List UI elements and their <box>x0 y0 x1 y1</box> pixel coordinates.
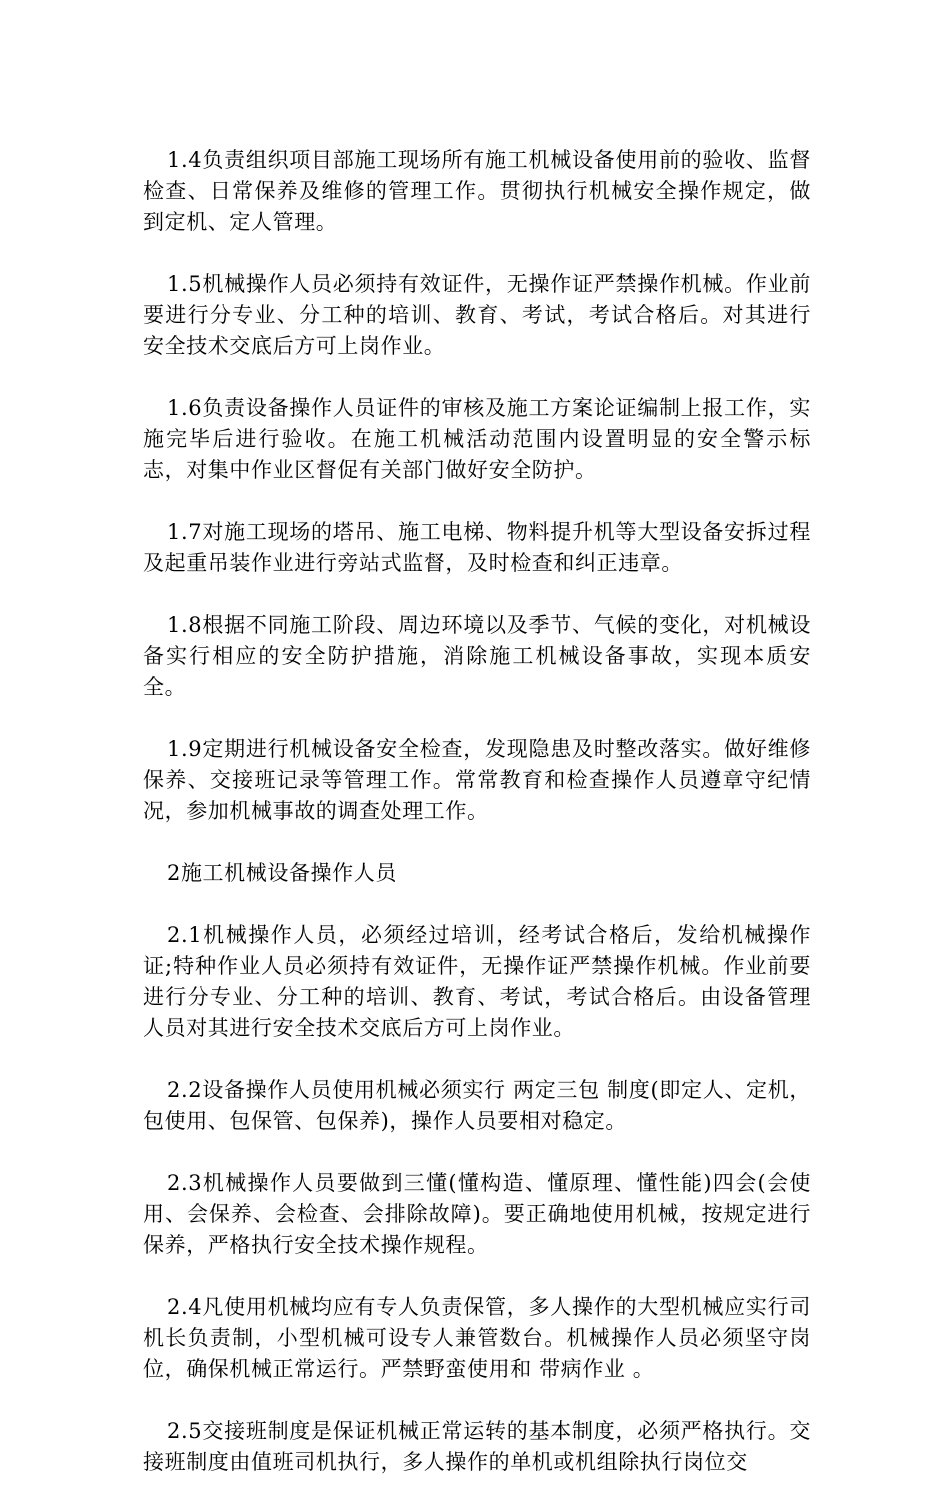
paragraph-1-9: 1.9定期进行机械设备安全检查，发现隐患及时整改落实。做好维修保养、交接班记录等管理工作。常常教育和检查操作人员遵章守纪情况，参加机械事故的调查处理工作。 <box>143 737 811 823</box>
paragraph-1-4: 1.4负责组织项目部施工现场所有施工机械设备使用前的验收、监督检查、日常保养及维修的管理工作。贯彻执行机械安全操作规定，做到定机、定人管理。 <box>143 148 811 234</box>
paragraph-1-7: 1.7对施工现场的塔吊、施工电梯、物料提升机等大型设备安拆过程及起重吊装作业进行旁站式监督，及时检查和纠正违章。 <box>143 520 811 575</box>
document-body <box>143 145 811 1509</box>
paragraph-1-8: 1.8根据不同施工阶段、周边环境以及季节、气候的变化，对机械设备实行相应的安全防护措施，消除施工机械设备事故，实现本质安全。 <box>143 613 811 699</box>
paragraph-2-4: 2.4凡使用机械均应有专人负责保管，多人操作的大型机械应实行司机长负责制，小型机械可设专人兼管数台。机械操作人员必须坚守岗位，确保机械正常运行。严禁野蛮使用和 带病作业 。 <box>143 1295 811 1381</box>
paragraph-2-5: 2.5交接班制度是保证机械正常运转的基本制度，必须严格执行。交接班制度由值班司机执行，多人操作的单机或机组除执行岗位交 <box>143 1419 811 1474</box>
paragraph-2-1: 2.1机械操作人员，必须经过培训，经考试合格后，发给机械操作证;特种作业人员必须持有效证件，无操作证严禁操作机械。作业前要进行分专业、分工种的培训、教育、考试，考试合格后。由设备管理人员对其进行安全技术交底后方可上岗作业。 <box>143 923 811 1040</box>
paragraph-1-5: 1.5机械操作人员必须持有效证件，无操作证严禁操作机械。作业前要进行分专业、分工种的培训、教育、考试，考试合格后。对其进行安全技术交底后方可上岗作业。 <box>143 272 811 358</box>
section-heading-2: 2施工机械设备操作人员 <box>167 861 397 885</box>
paragraph-1-6: 1.6负责设备操作人员证件的审核及施工方案论证编制上报工作，实施完毕后进行验收。在施工机械活动范围内设置明显的安全警示标志，对集中作业区督促有关部门做好安全防护。 <box>143 396 811 482</box>
paragraph-2-3: 2.3机械操作人员要做到三懂(懂构造、懂原理、懂性能)四会(会使用、会保养、会检查、会排除故障)。要正确地使用机械，按规定进行保养，严格执行安全技术操作规程。 <box>143 1171 811 1257</box>
paragraph-2-2: 2.2设备操作人员使用机械必须实行 两定三包 制度(即定人、定机，包使用、包保管、包保养)，操作人员要相对稳定。 <box>143 1078 811 1133</box>
